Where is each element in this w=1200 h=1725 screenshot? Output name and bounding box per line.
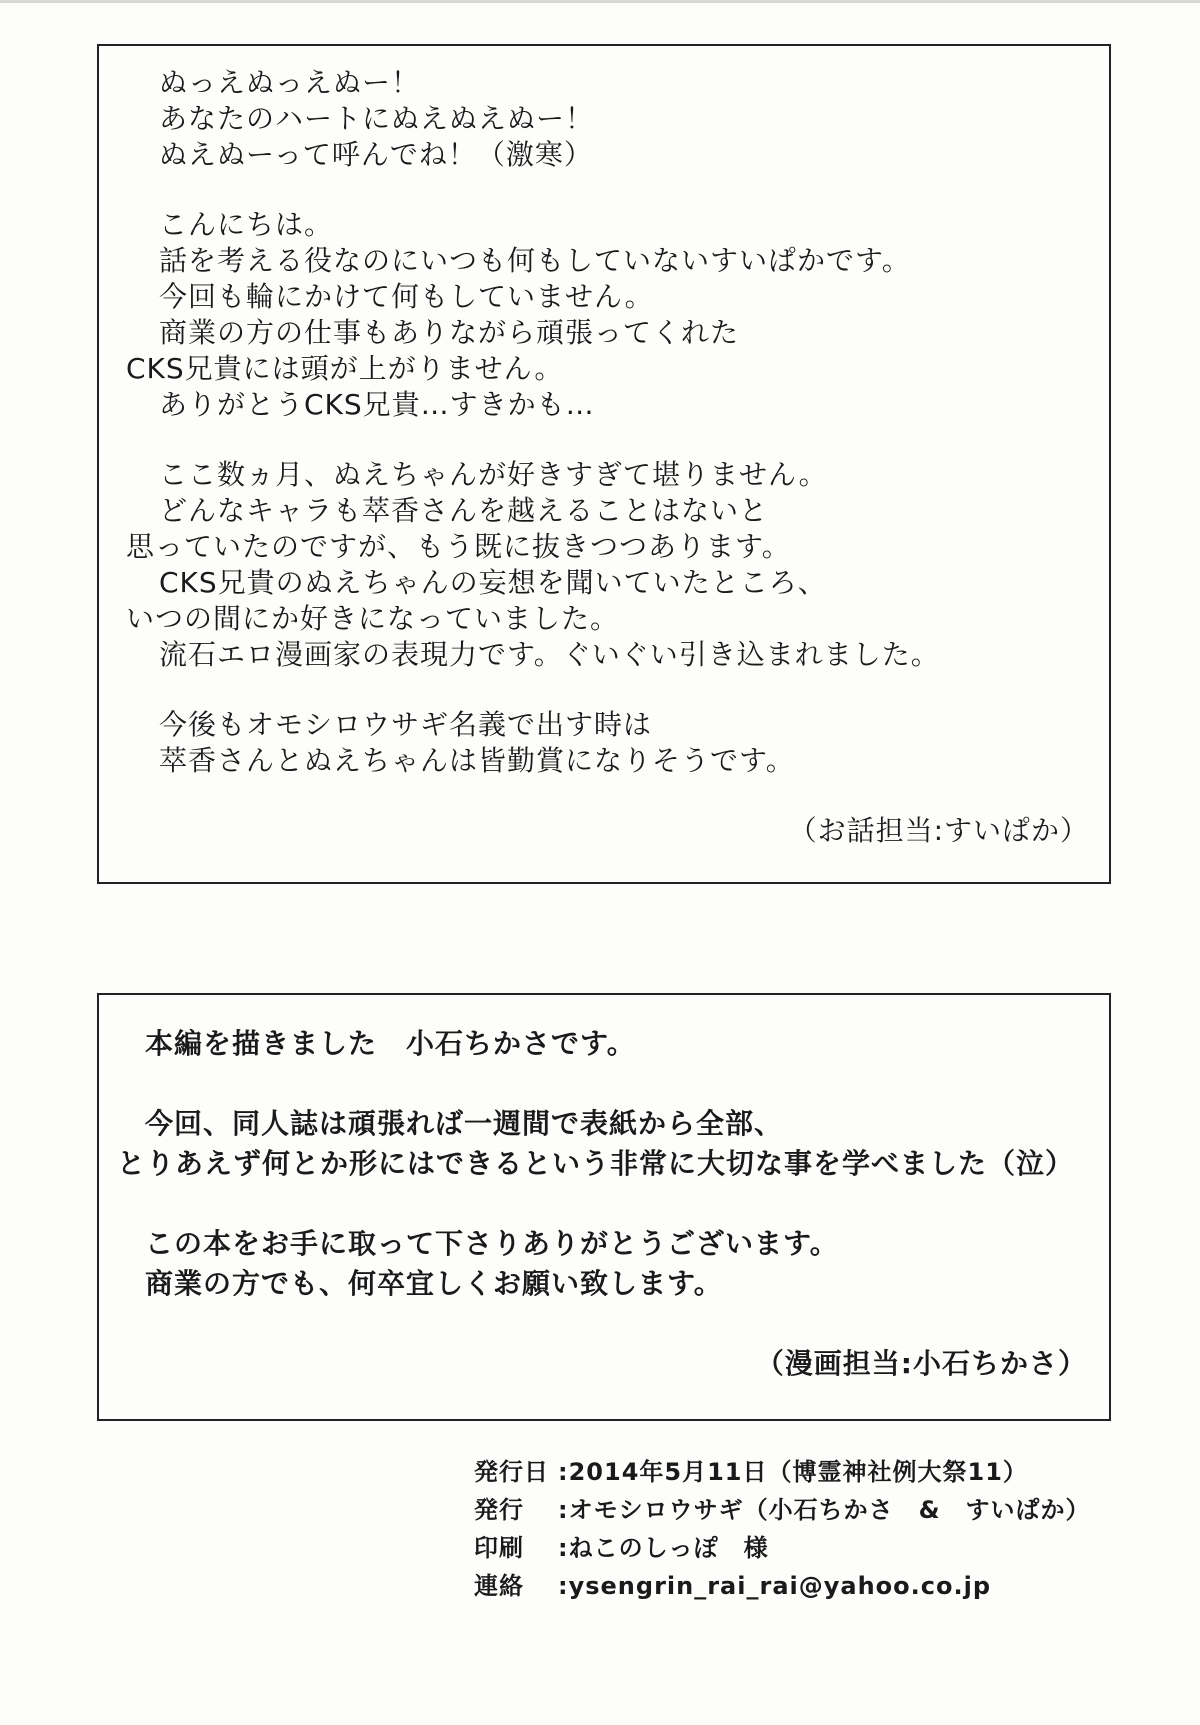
colophon-label: 連絡 [474,1572,524,1600]
author-note-line: ここ数ヵ月、ぬえちゃんが好きすぎて堪りません。 [159,458,828,491]
artist-note-line: 本編を描きました 小石ちかさです。 [145,1027,636,1060]
author-note-line: 萃香さんとぬえちゃんは皆勤賞になりそうです。 [159,744,795,777]
colophon-label: 発行 [474,1496,524,1524]
author-note-line: いつの間にか好きになっていました。 [126,602,620,635]
author-note-line: ぬっえぬっえぬー！ [159,66,421,99]
author-note-box [97,44,1111,884]
author-signature: （お話担当:すいぱか） [788,814,1089,847]
colophon-label: 印刷 [474,1534,524,1562]
colophon-value: :2014年5月11日（博霊神社例大祭11） [558,1458,1028,1486]
author-note-line: こんにちは。 [159,208,334,241]
colophon-value: :ねこのしっぽ 様 [558,1534,769,1562]
colophon-value: :オモシロウサギ（小石ちかさ & すいぱか） [558,1496,1091,1524]
author-note-line: 流石エロ漫画家の表現力です。ぐいぐい引き込まれました。 [159,638,940,671]
author-note-line: 思っていたのですが、もう既に抜きつつあります。 [126,530,791,563]
artist-signature: （漫画担当:小石ちかさ） [755,1347,1087,1380]
author-note-line: 商業の方の仕事もありながら頑張ってくれた [159,316,740,349]
author-note-line: ありがとうCKS兄貴…すきかも… [159,388,595,421]
artist-note-line: 今回、同人誌は頑張れば一週間で表紙から全部、 [145,1107,784,1140]
author-note-line: 話を考える役なのにいつも何もしていないすいぱかです。 [159,244,911,277]
author-note-line: 今回も輪にかけて何もしていません。 [159,280,654,313]
colophon-printer [474,1533,769,1563]
artist-note-line: この本をお手に取って下さりありがとうございます。 [145,1227,839,1260]
page-top-edge [0,0,1200,3]
artist-note-box [97,993,1111,1421]
author-note-line: ぬえぬーって呼んでね！（激寒） [159,138,593,171]
colophon-publisher [474,1495,1091,1525]
colophon-issue-date [474,1457,1028,1487]
author-note-line: どんなキャラも萃香さんを越えることはないと [159,494,769,527]
artist-note-line: とりあえず何とか形にはできるという非常に大切な事を学べました（泣） [117,1147,1075,1180]
author-note-line: 今後もオモシロウサギ名義で出す時は [159,708,653,741]
author-note-line: CKS兄貴のぬえちゃんの妄想を聞いていたところ、 [159,566,827,599]
colophon-contact [474,1571,991,1601]
author-note-line: あなたのハートにぬえぬえぬー！ [159,102,595,135]
colophon-label: 発行日 [474,1458,549,1486]
artist-note-line: 商業の方でも、何卒宜しくお願い致します。 [145,1267,723,1300]
author-note-line: CKS兄貴には頭が上がりません。 [126,352,564,385]
colophon-contact-email: :ysengrin_rai_rai@yahoo.co.jp [558,1572,991,1600]
